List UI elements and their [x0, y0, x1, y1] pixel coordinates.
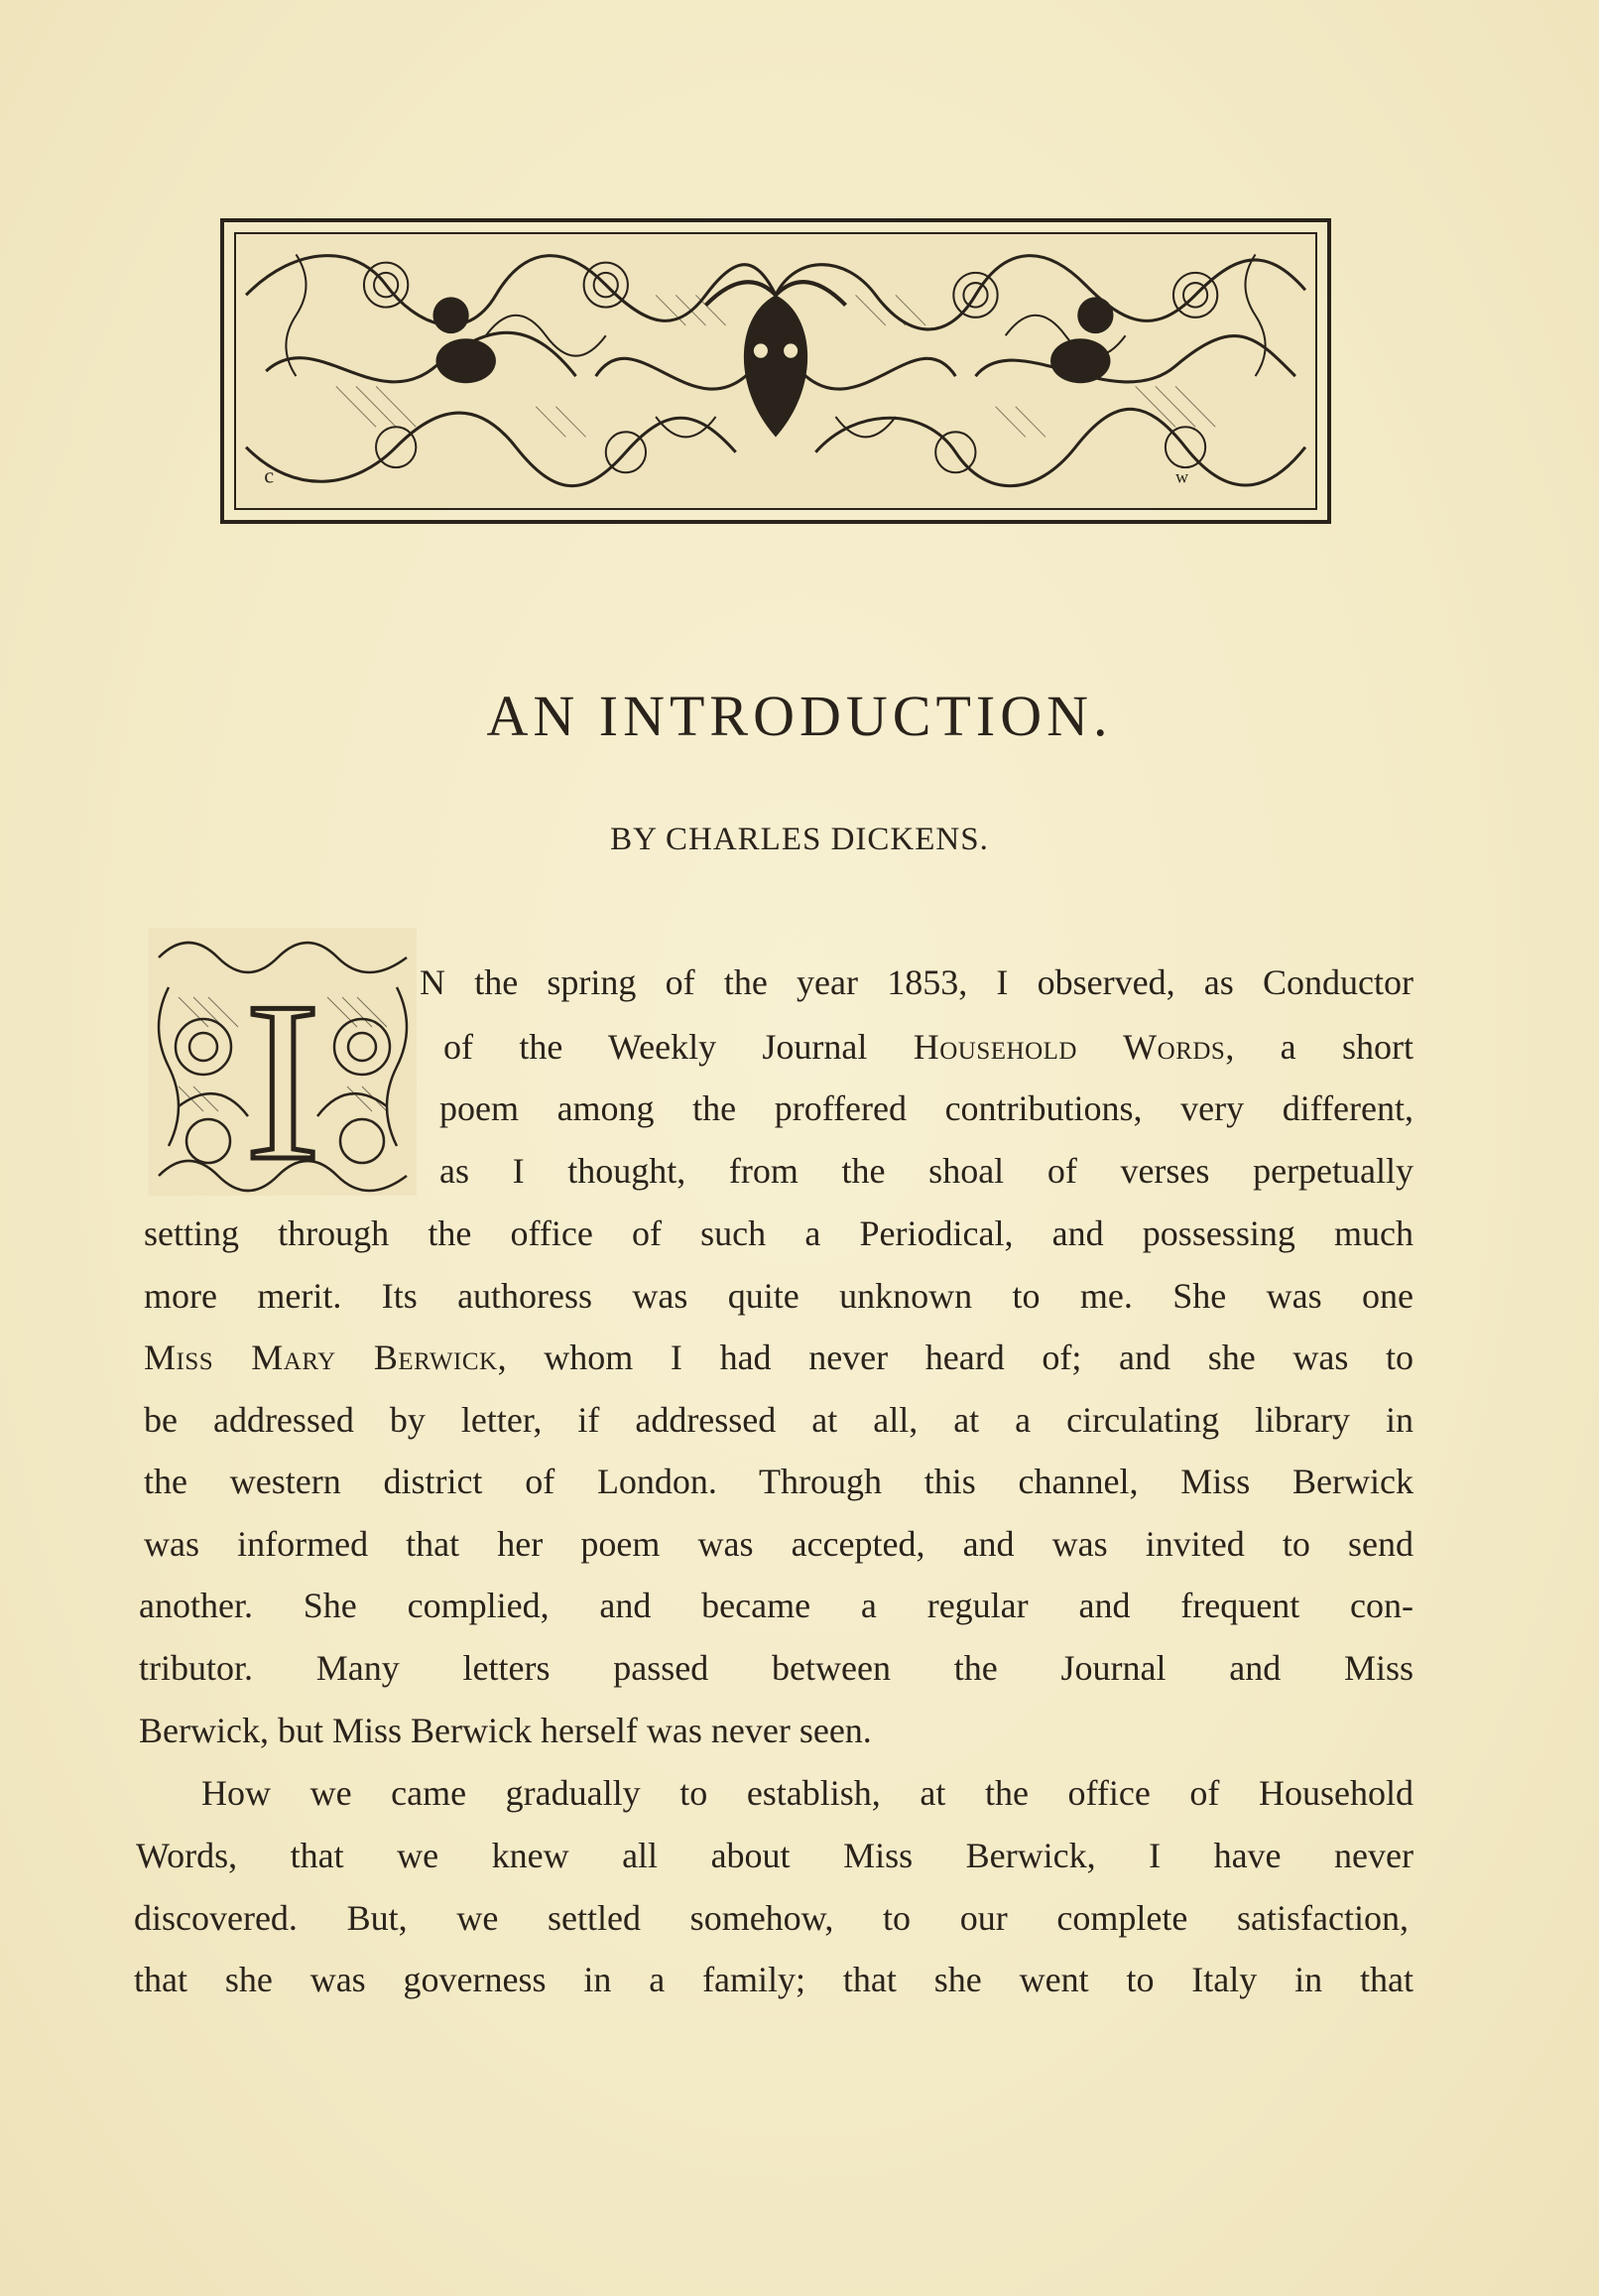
- svg-text:c: c: [264, 462, 275, 488]
- text-line: N the spring of the year 1853, I observed, as Conductor: [420, 962, 1414, 1002]
- chapter-title: AN INTRODUCTION.: [486, 684, 1113, 748]
- text-line: of the Weekly Journal Household Words, a short: [443, 1027, 1414, 1067]
- drop-cap-ornament-illustration: [149, 928, 417, 1196]
- drop-cap-letter: I: [244, 955, 321, 1196]
- text-line: Berwick, but Miss Berwick herself was never seen.: [139, 1711, 872, 1750]
- author-name: Miss Mary Berwick: [144, 1338, 498, 1377]
- text-line: was informed that her poem was accepted, and was invited to send: [144, 1524, 1414, 1564]
- text-line: Miss Mary Berwick, whom I had never heard of; and she was to: [144, 1338, 1414, 1377]
- decorated-drop-cap: [149, 928, 417, 1196]
- text-line: another. She complied, and became a regular and frequent con-: [139, 1586, 1414, 1625]
- journal-name: Household Words: [913, 1027, 1226, 1067]
- text-line: tributor. Many letters passed between the Journal and Miss: [139, 1648, 1414, 1688]
- text-line: the western district of London. Through this channel, Miss Berwick: [144, 1462, 1414, 1501]
- text-line: be addressed by letter, if addressed at all, at a circulating library in: [144, 1400, 1414, 1440]
- text-line: that she was governess in a family; that she went to Italy in that: [134, 1960, 1414, 1999]
- text-line: more merit. Its authoress was quite unknown to me. She was one: [144, 1276, 1414, 1316]
- text-line: as I thought, from the shoal of verses perpetually: [439, 1151, 1414, 1191]
- author-byline: BY CHARLES DICKENS.: [610, 822, 989, 857]
- text-line: setting through the office of such a Periodical, and possessing much: [144, 1213, 1414, 1253]
- headpiece-ornament-illustration: [236, 234, 1315, 508]
- ornamental-headpiece: [220, 218, 1331, 524]
- text-line: Words, that we knew all about Miss Berwick, I have never: [136, 1836, 1414, 1875]
- text-line: How we came gradually to establish, at the office of Household: [201, 1773, 1414, 1813]
- text-line: discovered. But, we settled somehow, to our complete satisfaction,: [134, 1898, 1409, 1938]
- text-line: poem among the proffered contributions, very different,: [439, 1088, 1414, 1128]
- svg-text:w: w: [1174, 466, 1189, 487]
